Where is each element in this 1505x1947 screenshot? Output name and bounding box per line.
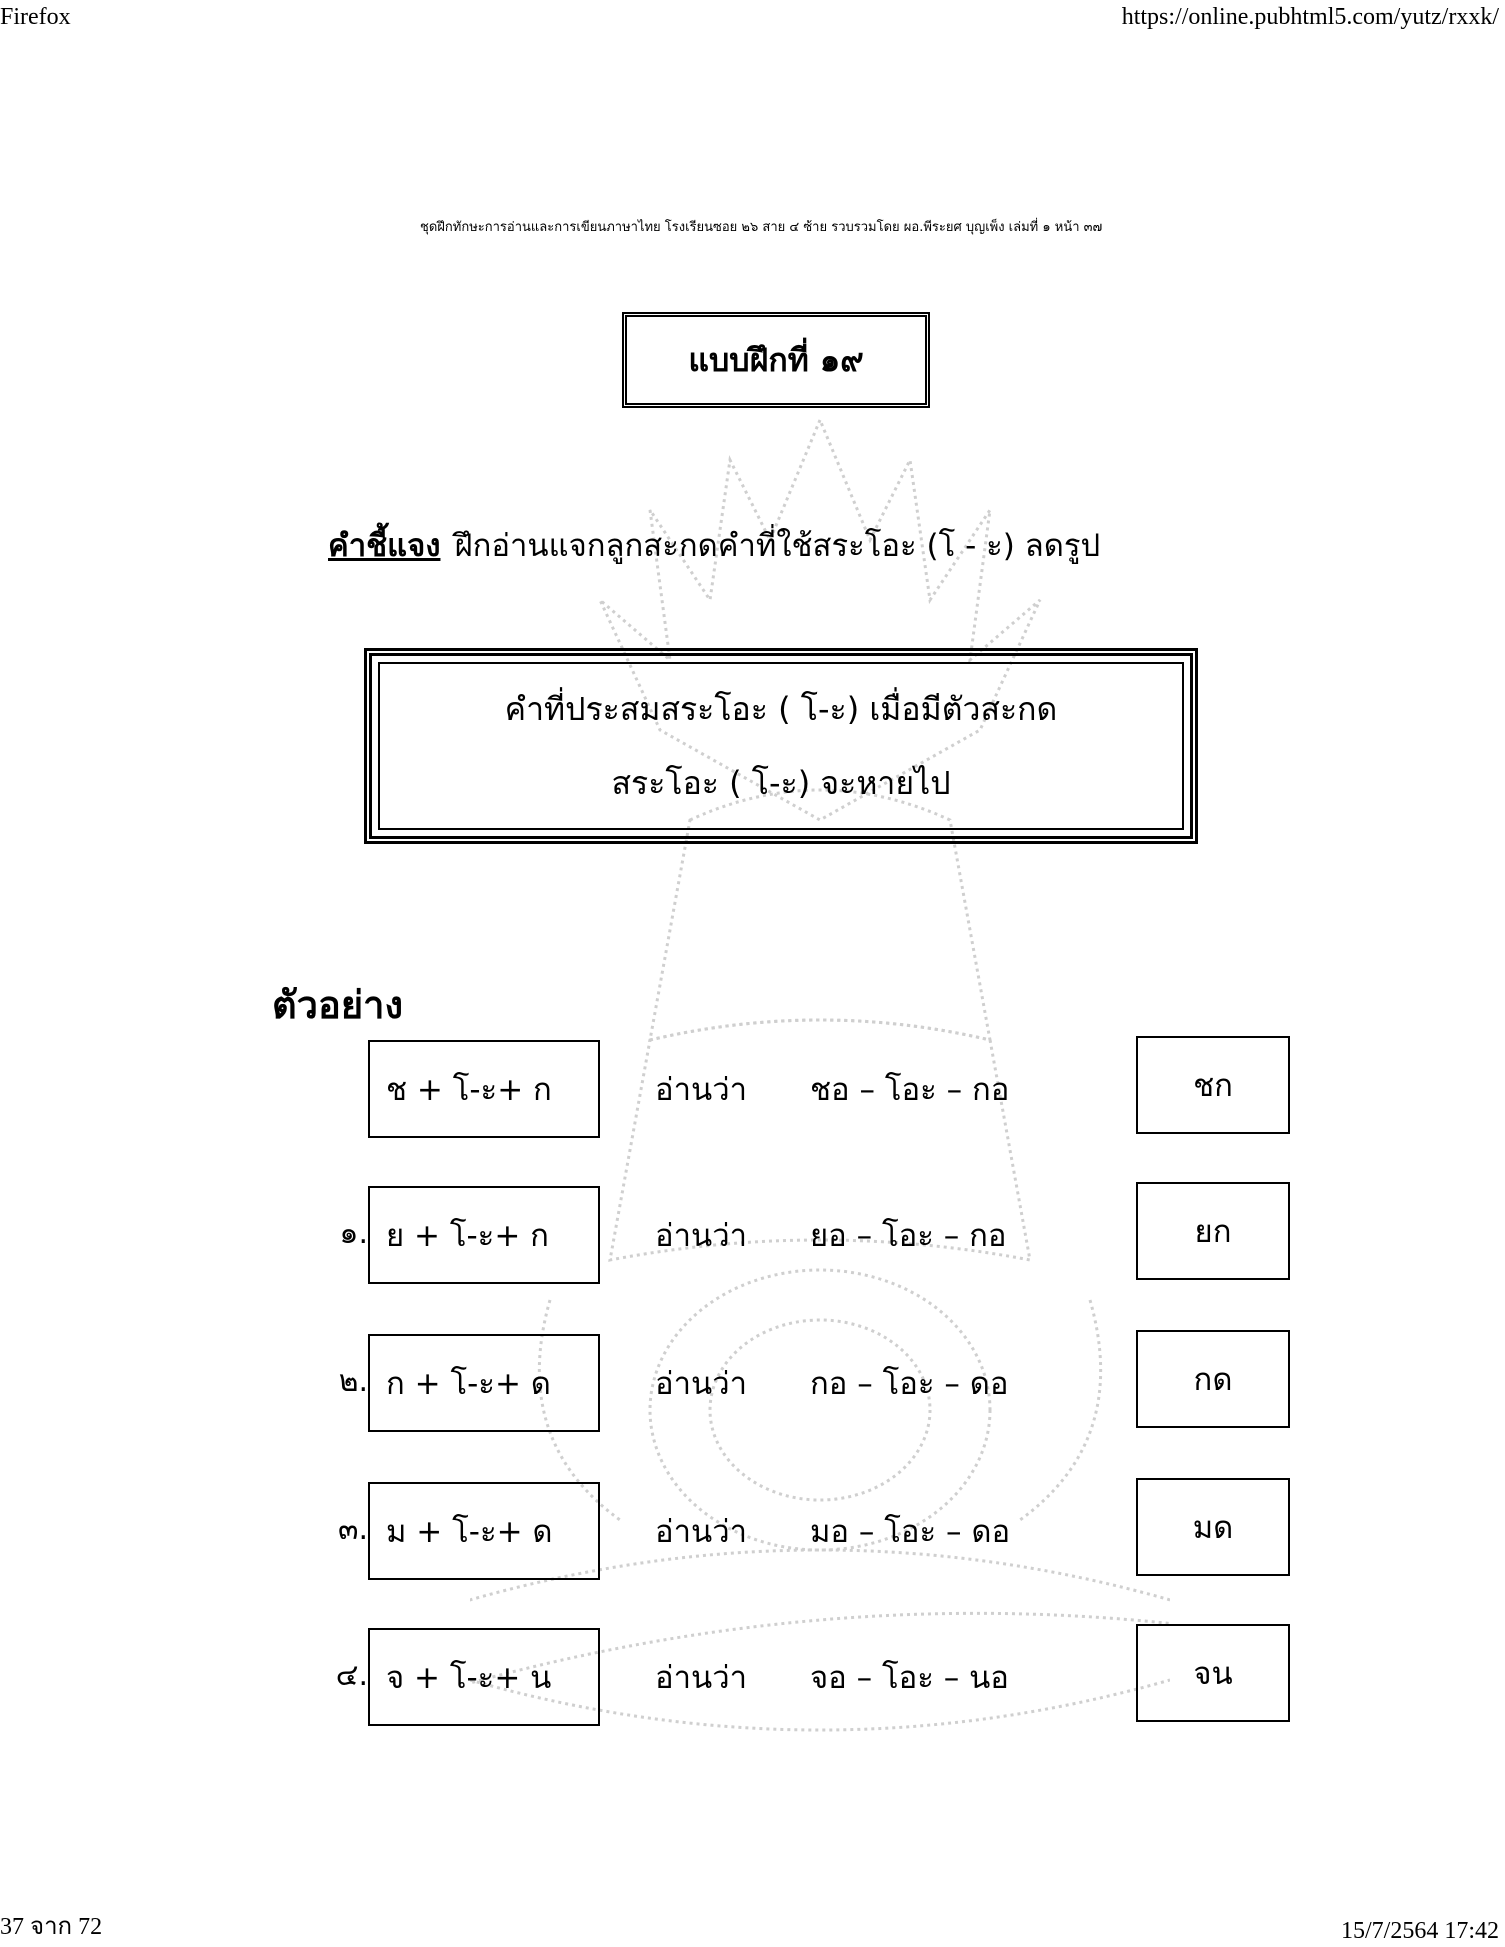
exercise-row-4 [0,1628,1505,1728]
spelling-reading: ชอ – โอะ – กอ [810,1072,1010,1108]
spelling-reading: กอ – โอะ – ดอ [810,1366,1009,1402]
print-datetime: 15/7/2564 17:42 [1340,1918,1499,1944]
instruction [328,520,1100,570]
exercise-row-2 [0,1334,1505,1434]
rule-line-1: คำที่ประสมสระโอะ ( โ-ะ) เมื่อมีตัวสะกด [504,690,1058,728]
spelling-formula: ย + โ-ะ+ ก [368,1186,600,1284]
spelling-formula: ก + โ-ะ+ ด [368,1334,600,1432]
spelling-reading: ยอ – โอะ – กอ [810,1218,1007,1254]
answer-box: จน [1136,1624,1290,1722]
exercise-row-1 [0,1186,1505,1286]
page-count: 37 จาก 72 [0,1914,103,1940]
read-as-label: อ่านว่า [655,1660,748,1696]
page-url: https://online.pubhtml5.com/yutz/rxxk/ [1121,4,1499,30]
exercise-title: แบบฝึกที่ ๑๙ [622,312,930,408]
rule-line-2: สระโอะ ( โ-ะ) จะหายไป [611,764,951,802]
example-label: ตัวอย่าง [272,983,403,1027]
exercise-row-3 [0,1482,1505,1582]
spelling-formula: ม + โ-ะ+ ด [368,1482,600,1580]
row-number: ๑. [339,1216,368,1251]
running-head: ชุดฝึกทักษะการอ่านและการเขียนภาษาไทย โรงเรียนซอย ๒๖ สาย ๔ ซ้าย รวบรวมโดย ผอ.พีระยศ บุญเพ็ง เล่มที่ ๑ หน้า ๓๗ [420,220,1103,235]
rule-box [364,648,1198,844]
answer-box: ยก [1136,1182,1290,1280]
read-as-label: อ่านว่า [655,1514,748,1550]
browser-app-name: Firefox [0,4,71,30]
read-as-label: อ่านว่า [655,1366,748,1402]
spelling-reading: มอ – โอะ – ดอ [810,1514,1011,1550]
read-as-label: อ่านว่า [655,1218,748,1254]
spelling-formula: ช + โ-ะ+ ก [368,1040,600,1138]
row-number: ๒. [338,1364,368,1399]
spelling-reading: จอ – โอะ – นอ [810,1660,1009,1696]
answer-box: กด [1136,1330,1290,1428]
spelling-formula: จ + โ-ะ+ น [368,1628,600,1726]
row-number: ๓. [337,1512,368,1547]
row-number: ๔. [335,1658,368,1693]
read-as-label: อ่านว่า [655,1072,748,1108]
answer-box: ชก [1136,1036,1290,1134]
instruction-text: ฝึกอ่านแจกลูกสะกดคำที่ใช้สระโอะ (โ - ะ) ลดรูป [454,528,1101,564]
example-row [0,1040,1505,1140]
instruction-label: คำชี้แจง [328,528,441,564]
answer-box: มด [1136,1478,1290,1576]
